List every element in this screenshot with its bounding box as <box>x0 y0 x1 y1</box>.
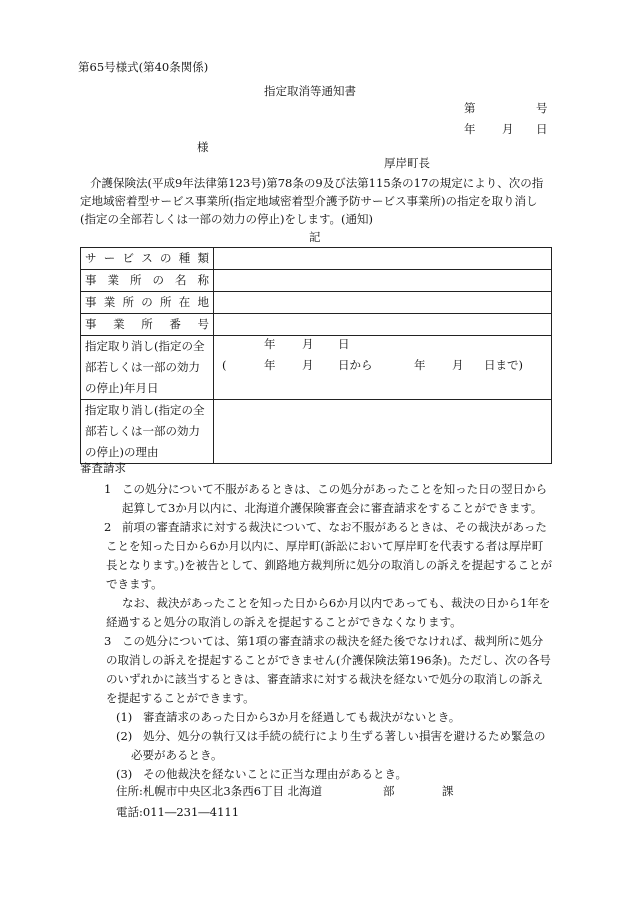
table-row <box>81 314 552 336</box>
table-row <box>81 336 552 400</box>
contact-ka: 課 <box>442 784 454 798</box>
revocation-date-value: 年 月 日 ( 年 月 日から 年 月 日まで) <box>214 336 552 400</box>
sub-item-number: (2) <box>116 729 133 743</box>
label-char: の <box>152 272 164 287</box>
label-char: 称 <box>197 272 209 287</box>
label-char: 名 <box>175 272 187 287</box>
date-year-label: 年 <box>464 122 476 136</box>
label-char: ビ <box>122 250 134 265</box>
ki-label: 記 <box>309 230 321 244</box>
office-address-value <box>214 292 552 314</box>
sub-item-3: その他裁決を経ないことに正当な理由があるとき。 <box>143 767 408 781</box>
item-number: 1 <box>104 482 112 496</box>
label-char: 所 <box>122 294 134 309</box>
form-number: 第65号様式(第40条関係) <box>78 60 209 74</box>
date-day-label: 日 <box>536 122 548 136</box>
table-row <box>81 270 552 292</box>
sub-item-1: 審査請求のあった日から3か月を経過しても裁決がないとき。 <box>143 710 461 724</box>
label-char: 号 <box>197 316 209 331</box>
label-char: ー <box>103 250 116 265</box>
label-char: の <box>160 250 172 265</box>
office-number-value <box>214 314 552 336</box>
date-month-label: 月 <box>502 122 514 136</box>
body-paragraph: 介護保険法(平成9年法律第123号)第78条の9及び法第115条の17の規定により、次の指定地域密着型サービス事業所(指定地域密着型介護予防サービス事業所)の指定を取り消し(指定の全部若しくは一部の効力の停止)をします。(通知) <box>80 176 544 226</box>
label-char: 業 <box>103 294 116 309</box>
appeal-heading: 審査請求 <box>80 461 126 475</box>
label-char: 業 <box>107 272 119 287</box>
table-row <box>81 400 552 464</box>
label-char: 在 <box>178 294 191 309</box>
contact-address: 住所:札幌市中央区北3条西6丁目 北海道 <box>116 784 323 798</box>
item-number: 2 <box>104 520 112 534</box>
office-number-label <box>81 314 214 336</box>
doc-number-go: 号 <box>536 101 548 115</box>
table-row <box>81 248 552 270</box>
office-name-label <box>81 270 214 292</box>
appeal-item-2-note: なお、裁決があったことを知った日から6か月以内であっても、裁決の日から1年を経過すると処分の取消しの訴えを提起することができなくなります。 <box>106 596 551 629</box>
label-char: 地 <box>197 294 209 309</box>
label-char: 番 <box>169 316 181 331</box>
sub-item-number: (3) <box>116 767 133 781</box>
appeal-item-2: 前項の審査請求に対する裁決について、なお不服があるときは、その裁決があったことを知った日から6か月以内に、厚岸町(訴訟において厚岸町を代表する者は厚岸町長となります。)を被告として、釧路地方裁判所に処分の取消しの訴えを提起することができます。 <box>106 520 553 591</box>
label-char: 所 <box>141 316 153 331</box>
sub-item-2: 処分、処分の執行又は手続の続行により生ずる著しい損害を避けるため緊急の必要があるとき。 <box>131 729 546 762</box>
doc-number-dai: 第 <box>464 101 476 115</box>
label-char: 所 <box>160 294 172 309</box>
label-char: 事 <box>85 272 97 287</box>
document-title: 指定取消等通知書 <box>264 84 356 98</box>
revocation-reason-value <box>214 400 552 464</box>
revocation-reason-label: 指定取り消し(指定の全部若しくは一部の効力の停止)の理由 <box>81 400 214 464</box>
label-char: 所 <box>130 272 142 287</box>
contact-phone: 電話:011―231―4111 <box>116 805 240 819</box>
label-char: の <box>141 294 153 309</box>
office-name-value <box>214 270 552 292</box>
table-row <box>81 292 552 314</box>
office-address-label <box>81 292 214 314</box>
appeal-item-3: この処分については、第1項の審査請求の裁決を経た後でなければ、裁判所に処分の取消しの訴えを提起することができません(介護保険法第196条)。ただし、次の各号のいずれかに該当するときは、審査請求に対する裁決を経ないで処分の取消しの訴えを提起することができます。 <box>106 634 551 705</box>
recipient-sama: 様 <box>197 140 209 154</box>
revocation-date-label: 指定取り消し(指定の全部若しくは一部の効力の停止)年月日 <box>81 336 214 400</box>
label-char: 業 <box>113 316 125 331</box>
label-char: 類 <box>197 250 209 265</box>
designation-table <box>80 247 552 464</box>
contact-bu: 部 <box>383 784 395 798</box>
label-char: 事 <box>85 294 97 309</box>
service-type-label <box>81 248 214 270</box>
label-char: 種 <box>178 250 191 265</box>
appeal-item-1: この処分について不服があるときは、この処分があったことを知った日の翌日から起算して3か月以内に、北海道介護保険審査会に審査請求をすることができます。 <box>122 482 548 515</box>
sub-item-number: (1) <box>116 710 133 724</box>
label-char: 事 <box>85 316 97 331</box>
label-char: サ <box>85 250 97 265</box>
label-char: ス <box>141 250 153 265</box>
service-type-value <box>214 248 552 270</box>
item-number: 3 <box>104 634 112 648</box>
issuer-name: 厚岸町長 <box>384 156 430 170</box>
